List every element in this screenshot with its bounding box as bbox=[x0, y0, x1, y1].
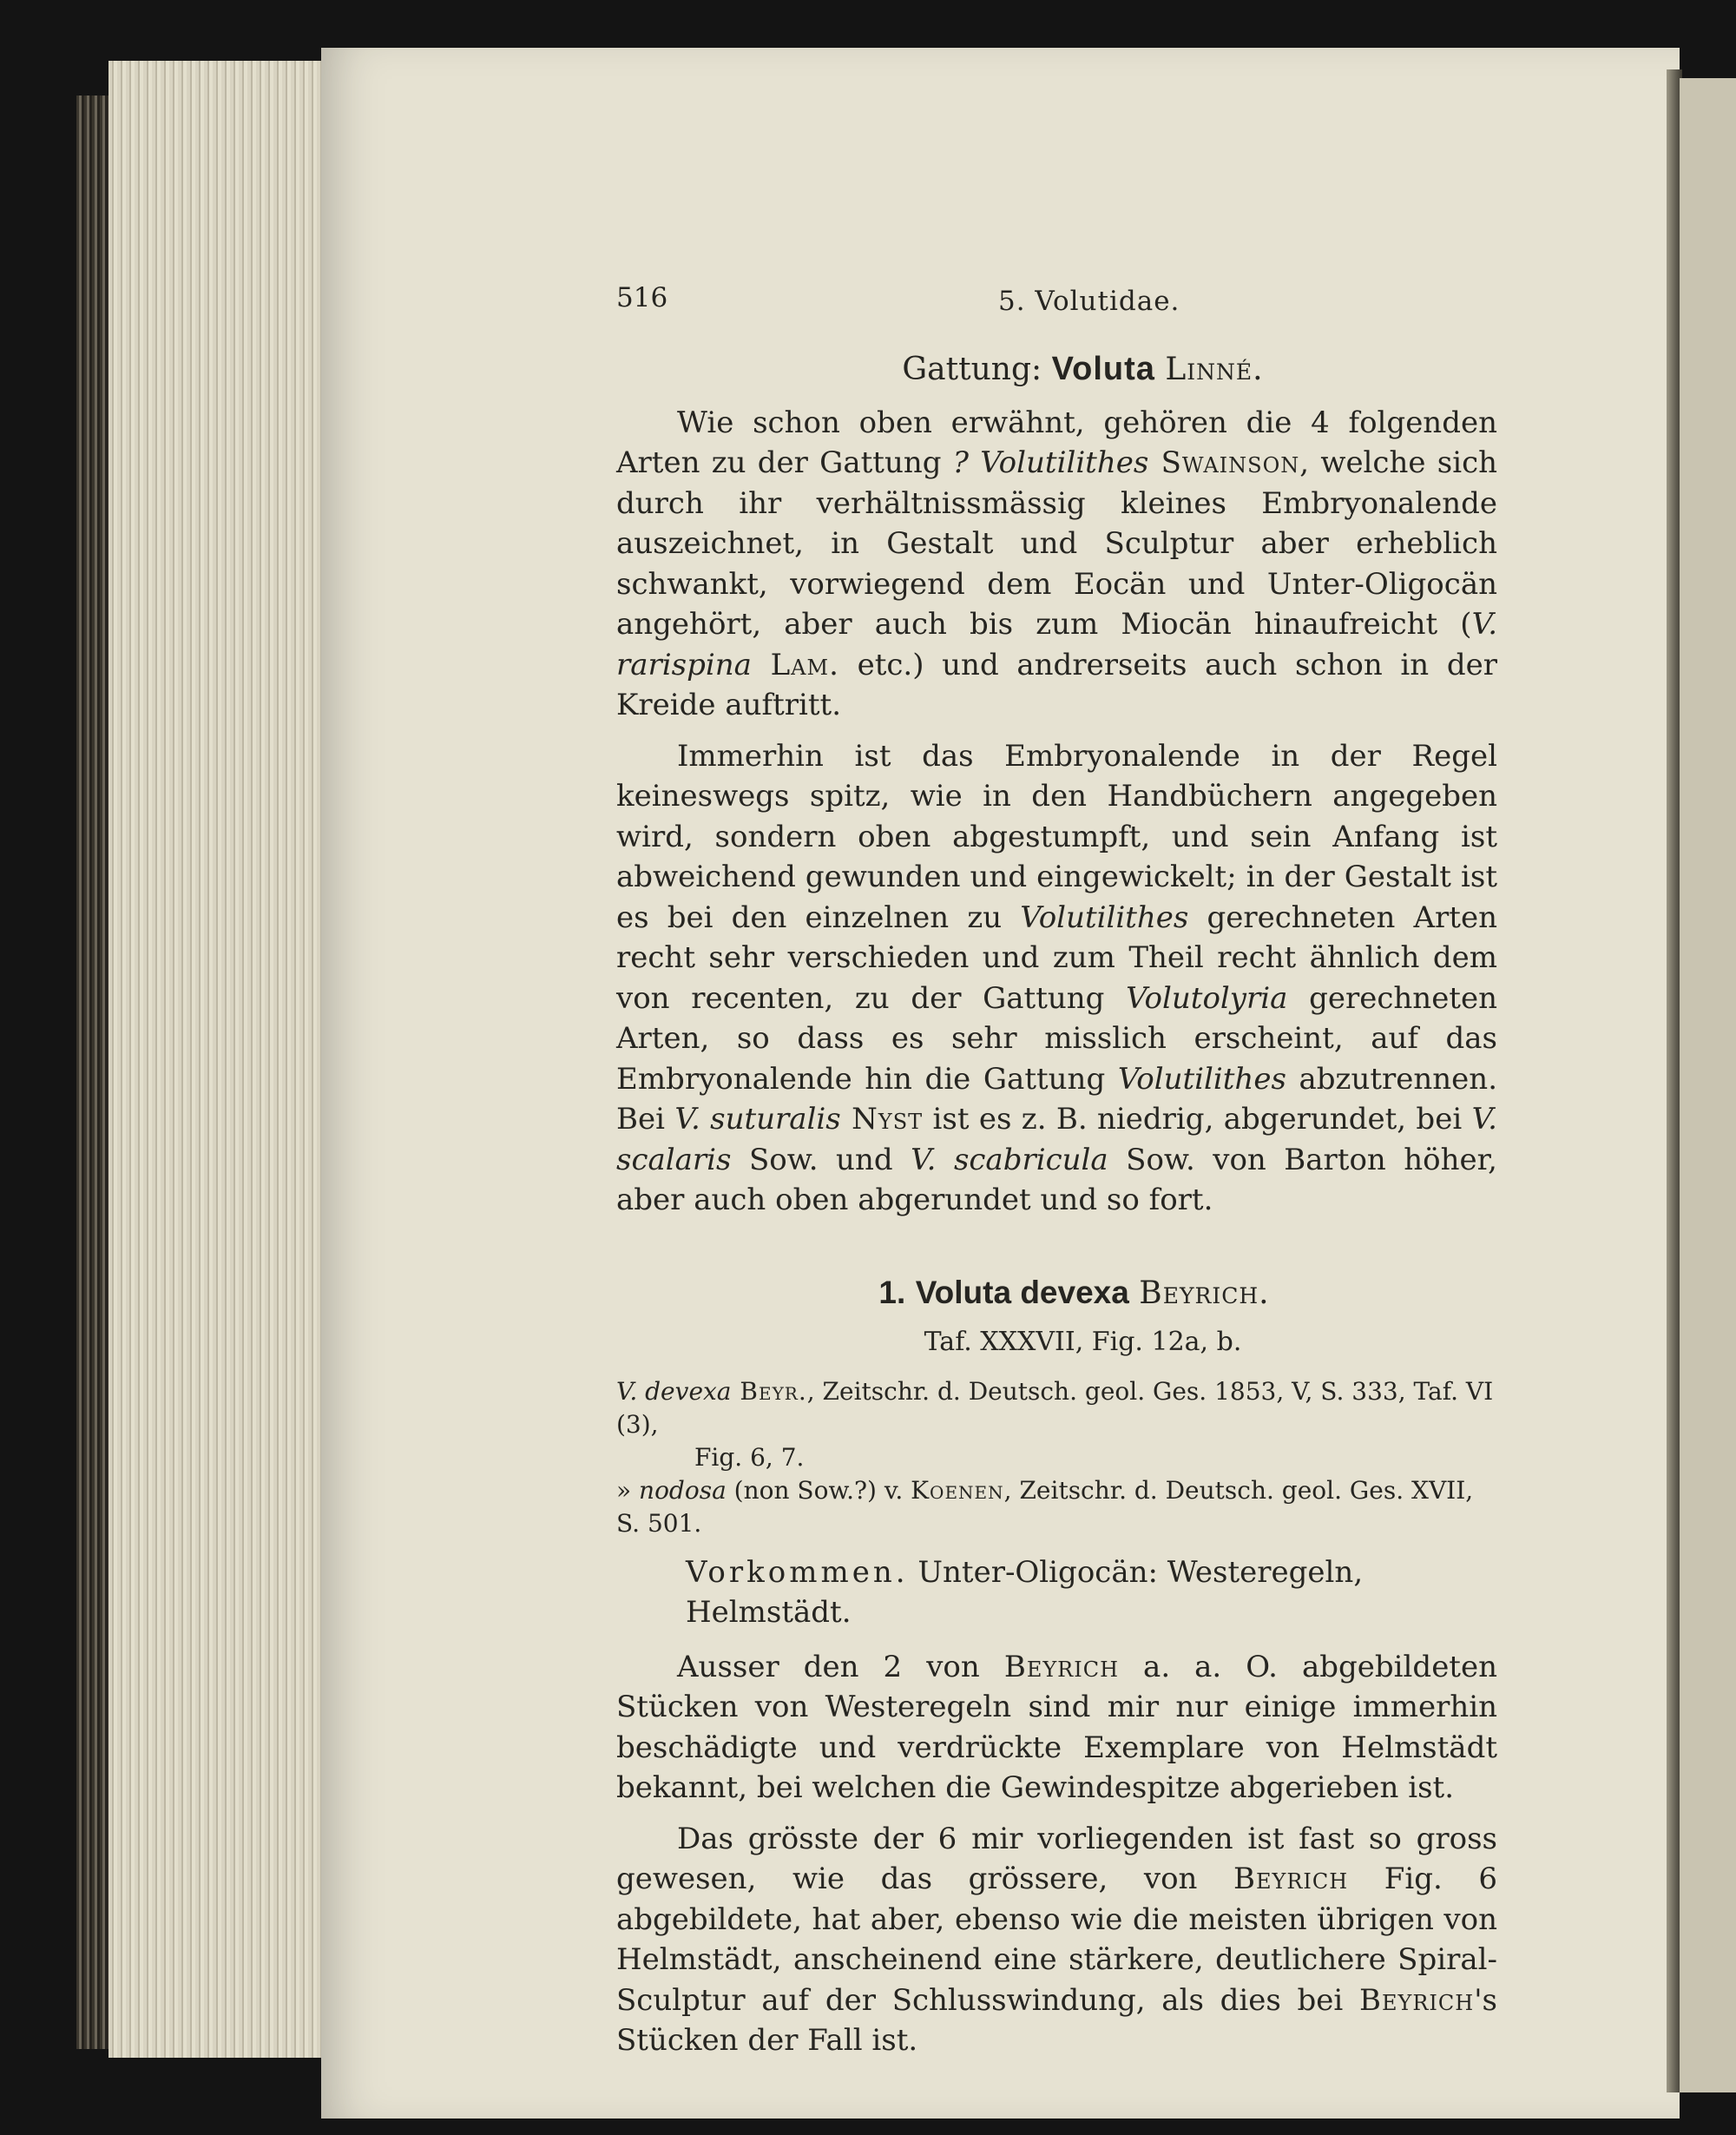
text-run: abzutrennen. Bei bbox=[616, 1061, 1497, 1137]
author-name: Lam. bbox=[751, 647, 839, 682]
occurrence-label: Vorkommen. bbox=[686, 1554, 909, 1590]
author-name: Beyrich bbox=[1359, 1982, 1475, 2018]
plate-reference: Taf. XXXVII, Fig. 12a, b. bbox=[924, 1327, 1242, 1357]
synonymy-entry bbox=[616, 1375, 1497, 1441]
section-title: 5. Volutidae. bbox=[998, 286, 1180, 317]
text-run: Fig. 6 abgebildete, hat aber, ebenso wie die meisten übrigen von Helmstädt, anscheinend eine stärkere, deutlichere Spiral-Sculptur auf der Schlusswindung, als dies bei bbox=[616, 1862, 1497, 2018]
author-name: Swainson bbox=[1148, 445, 1300, 480]
text-run: 's Stücken der Fall ist. bbox=[616, 1982, 1497, 2058]
text-run: Immerhin ist das Embryonalende in der Regel keineswegs spitz, wie in den Handbüchern angegeben wird, sondern oben abgestumpft, und sein Anfang ist abweichend gewunden und eingewickelt; in der Gestalt ist es bei den einzelnen zu bbox=[616, 738, 1497, 935]
text-run: Das grösste der 6 mir vorliegenden ist fast so gross gewesen, wie das grössere, von bbox=[616, 1821, 1497, 1896]
text-run: ist es z. B. niedrig, abgerundet, bei bbox=[923, 1102, 1472, 1137]
taxon-name: Volutolyria bbox=[1126, 980, 1288, 1016]
paragraph-2 bbox=[616, 736, 1497, 1221]
taxon-name: V. scalaris bbox=[616, 1102, 1497, 1177]
taxon-name: nodosa bbox=[639, 1475, 727, 1505]
paragraph-1 bbox=[616, 403, 1497, 726]
synonymy-list bbox=[616, 1375, 1497, 1540]
text-run: gerechneten Arten recht sehr verschieden und zum Theil recht ähnlich dem von recenten, zu der Gattung bbox=[616, 899, 1497, 1016]
text-run: , Zeitschr. d. Deutsch. geol. Ges. XVII, S. 501. bbox=[616, 1475, 1474, 1538]
text-run: etc.) und andrerseits auch schon in der Kreide auftritt. bbox=[616, 647, 1497, 722]
page-number: 516 bbox=[616, 282, 668, 313]
taxon-name: Volutilithes bbox=[1117, 1061, 1286, 1097]
ditto-mark: » bbox=[616, 1475, 640, 1505]
taxon-name: V. rarispina bbox=[616, 607, 1497, 682]
text-run: a. a. O. abgebildeten Stücken von Westeregeln sind mir nur einige immerhin beschädigte und verdrückte Exemplare von Helmstädt bekannt, bei welchen die Gewindespitze abgerieben ist. bbox=[616, 1649, 1497, 1805]
text-run: Ausser den 2 von bbox=[677, 1649, 1004, 1684]
page-content bbox=[616, 278, 1497, 2061]
genus-label: Gattung: bbox=[902, 352, 1042, 387]
text-run: (non Sow.?) v. bbox=[726, 1475, 911, 1505]
occurrence-line bbox=[686, 1552, 1497, 1633]
author-name: Nyst bbox=[840, 1102, 924, 1137]
genus-heading bbox=[668, 349, 1497, 391]
author-name: Beyr. bbox=[731, 1376, 807, 1406]
text-run: , Zeitschr. d. Deutsch. geol. Ges. 1853, V, S. 333, Taf. VI (3), bbox=[616, 1376, 1494, 1439]
paragraph-3 bbox=[616, 1647, 1497, 1809]
text-run: , welche sich durch ihr verhältnissmässig kleines Embryonalende auszeichnet, in Gestalt und Sculptur aber erheblich schwankt, vorwiegend dem Eocän und Unter-Oligocän angehört, aber auch bis zum Miocän hinaufreicht ( bbox=[616, 445, 1498, 642]
taxon-name: V. suturalis bbox=[674, 1102, 841, 1137]
species-heading bbox=[651, 1273, 1497, 1315]
text-run: gerechneten Arten, so dass es sehr misslich erscheint, auf das Embryonalende hin die Gattung bbox=[616, 980, 1497, 1097]
text-run: Wie schon oben erwähnt, gehören die 4 folgenden Arten zu der Gattung bbox=[616, 405, 1497, 480]
text-run: Sow. von Barton höher, aber auch oben abgerundet und so fort. bbox=[616, 1142, 1497, 1217]
genus-author: Linné. bbox=[1165, 352, 1264, 387]
author-name: Beyrich bbox=[1233, 1862, 1349, 1896]
facing-page-edge bbox=[1680, 78, 1736, 2092]
taxon-name: Volutilithes bbox=[1020, 899, 1189, 935]
species-number: 1. bbox=[878, 1274, 906, 1310]
genus-name: Voluta bbox=[1051, 351, 1155, 387]
species-author: Beyrich. bbox=[1139, 1275, 1270, 1311]
synonymy-continuation: Fig. 6, 7. bbox=[694, 1442, 805, 1472]
author-name: Beyrich bbox=[1003, 1649, 1120, 1684]
synonymy-entry bbox=[616, 1474, 1497, 1540]
taxon-name: V. scabricula bbox=[911, 1142, 1108, 1177]
taxon-name: ? Volutilithes bbox=[952, 445, 1149, 480]
paragraph-4 bbox=[616, 1819, 1497, 2061]
occurrence-text: Unter-Oligocän: Westeregeln, Helmstädt. bbox=[686, 1554, 1364, 1630]
text-run: Sow. und bbox=[731, 1142, 911, 1177]
taxon-name: V. devexa bbox=[616, 1376, 732, 1406]
author-name: Koenen bbox=[911, 1475, 1004, 1505]
species-name: Voluta devexa bbox=[915, 1274, 1129, 1310]
running-head bbox=[616, 278, 1497, 317]
